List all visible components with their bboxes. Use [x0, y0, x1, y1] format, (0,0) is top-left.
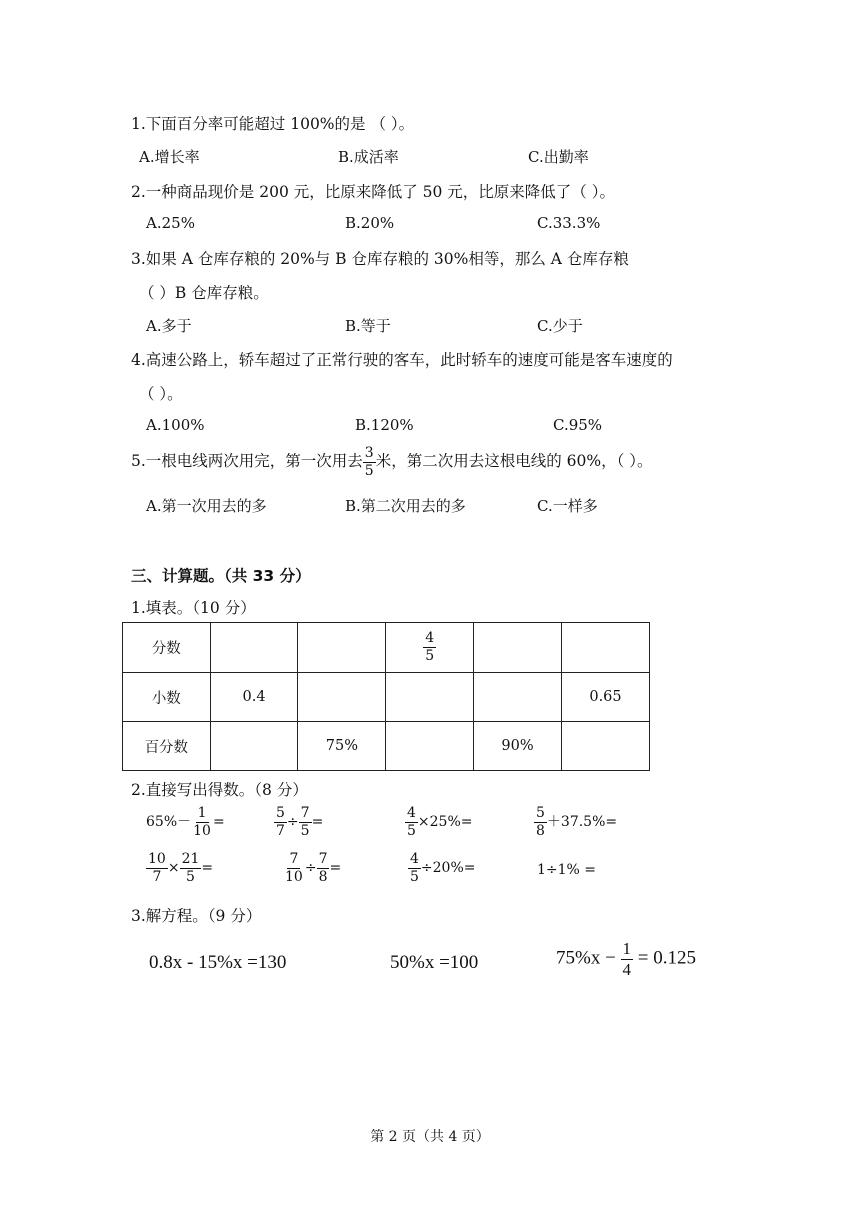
question-1-option-c: C.出勤率 — [528, 148, 589, 166]
calc-text: = — [311, 814, 324, 831]
table-cell — [298, 623, 386, 673]
question-4-option-a: A.100% — [146, 416, 205, 434]
table-row-percent — [123, 722, 650, 771]
question-5-stem-after: 米，第二次用去这根电线的 60%，（ ）。 — [375, 452, 653, 471]
question-2-option-b: B.20% — [345, 214, 395, 232]
question-3-option-a: A.多于 — [146, 317, 192, 335]
question-3-option-b: B.等于 — [345, 317, 391, 335]
fraction-numerator: 5 — [276, 805, 285, 821]
equation-1: 0.8x - 15%x =130 — [149, 952, 287, 973]
fraction-numerator: 10 — [148, 851, 166, 867]
table-cell — [298, 673, 386, 722]
calc-fraction — [317, 852, 330, 884]
fraction-numerator: 7 — [318, 851, 328, 867]
fraction-denominator: 5 — [410, 868, 419, 885]
calc-item-4 — [534, 806, 617, 838]
question-1-option-a: A.增长率 — [139, 148, 200, 166]
section-3-title: 三、计算题。（共 33 分） — [131, 567, 311, 585]
table-cell — [210, 623, 298, 673]
fraction-denominator: 5 — [364, 462, 374, 479]
calc-text: ÷20%= — [420, 860, 476, 877]
fraction-numerator: 5 — [536, 805, 545, 821]
fraction-denominator: 5 — [300, 822, 310, 839]
calc-fraction — [408, 852, 421, 884]
calc-operator: ÷ — [304, 860, 317, 877]
question-5-stem — [131, 446, 653, 478]
fraction-denominator: 5 — [186, 868, 195, 885]
calc-item-1 — [146, 806, 225, 838]
question-5-option-b: B.第二次用去的多 — [345, 497, 466, 515]
calc-item-7 — [408, 852, 476, 884]
fill-table-title: 1.填表。（10 分） — [131, 599, 256, 617]
question-4-option-c: C.95% — [553, 416, 603, 434]
table-row-decimal — [123, 673, 650, 722]
calc-text: = — [329, 860, 342, 877]
row-label-fraction: 分数 — [123, 623, 211, 673]
calc-fraction — [283, 852, 305, 884]
fraction-denominator: 8 — [318, 868, 328, 885]
table-cell-decimal: 0.4 — [210, 673, 298, 722]
equation-fraction — [621, 940, 634, 979]
calc-fraction — [405, 806, 418, 838]
question-2-stem: 2.一种商品现价是 200 元，比原来降低了 50 元，比原来降低了（ ）。 — [131, 183, 615, 201]
question-4-stem: 4.高速公路上，轿车超过了正常行驶的客车，此时轿车的速度可能是客车速度的 — [131, 351, 673, 369]
question-2-option-c: C.33.3% — [537, 214, 601, 232]
equation-text: = 0.125 — [637, 947, 697, 969]
question-3-option-c: C.少于 — [537, 317, 583, 335]
fraction-denominator: 5 — [425, 648, 435, 664]
calc-text: = — [201, 860, 214, 877]
fraction-numerator: 4 — [407, 805, 416, 821]
question-5-option-c: C.一样多 — [537, 497, 598, 515]
table-fraction — [423, 631, 436, 663]
calc-item-5 — [146, 852, 213, 884]
equation-3 — [556, 940, 696, 979]
calc-item-2 — [274, 806, 323, 838]
calc-text: = — [212, 814, 225, 831]
question-4-stem-line2: （ ）。 — [139, 385, 183, 403]
table-cell — [561, 722, 649, 771]
question-3-stem: 3.如果 A 仓库存粮的 20%与 B 仓库存粮的 30%相等，那么 A 仓库存粮 — [131, 250, 629, 268]
table-cell — [210, 722, 298, 771]
calc-title: 2.直接写出得数。（8 分） — [131, 781, 308, 799]
question-5-fraction — [363, 446, 376, 478]
calc-item-8: 1÷1% = — [537, 862, 597, 878]
question-4-option-b: B.120% — [355, 416, 414, 434]
calc-text: 65%－ — [146, 814, 192, 831]
fill-table — [122, 622, 650, 771]
calc-fraction — [299, 806, 312, 838]
question-5-stem-before: 5.一根电线两次用完，第一次用去 — [131, 452, 363, 471]
calc-operator: × — [167, 860, 180, 877]
page-footer: 第 2 页（共 4 页） — [370, 1129, 490, 1145]
calc-fraction — [191, 806, 213, 838]
fraction-numerator: 7 — [300, 805, 310, 821]
fraction-denominator: 10 — [285, 868, 303, 885]
calc-operator: ÷ — [286, 814, 299, 831]
table-cell — [474, 623, 562, 673]
table-cell — [474, 673, 562, 722]
fraction-denominator: 10 — [193, 822, 211, 839]
question-5-option-a: A.第一次用去的多 — [146, 497, 267, 515]
fraction-numerator: 1 — [622, 939, 632, 958]
fraction-numerator: 4 — [410, 851, 419, 867]
question-1-stem: 1.下面百分率可能超过 100%的是 （ ）。 — [131, 115, 415, 133]
equation-text: 75%x − — [556, 947, 616, 969]
table-cell-percent: 75% — [298, 722, 386, 771]
calc-item-3 — [405, 806, 473, 838]
table-cell — [386, 673, 474, 722]
fraction-denominator: 7 — [152, 868, 162, 885]
equation-title: 3.解方程。（9 分） — [131, 907, 262, 925]
table-cell-percent: 90% — [474, 722, 562, 771]
fraction-denominator: 8 — [536, 822, 545, 839]
question-1-option-b: B.成活率 — [338, 148, 399, 166]
row-label-percent: 百分数 — [123, 722, 211, 771]
calc-fraction — [146, 852, 168, 884]
question-2-option-a: A.25% — [146, 214, 195, 232]
table-cell-decimal: 0.65 — [561, 673, 649, 722]
calc-text: ×25%= — [417, 814, 473, 831]
equation-2: 50%x =100 — [390, 952, 479, 973]
fraction-numerator: 7 — [289, 851, 299, 867]
table-cell — [561, 623, 649, 673]
table-cell — [386, 722, 474, 771]
table-row-fraction — [123, 623, 650, 673]
calc-fraction — [180, 852, 202, 884]
fraction-numerator: 3 — [364, 445, 374, 461]
calc-fraction — [534, 806, 547, 838]
fraction-denominator: 5 — [407, 822, 416, 839]
fraction-numerator: 4 — [425, 630, 435, 647]
question-3-stem-line2: （ ）B 仓库存粮。 — [139, 284, 269, 302]
table-cell-fraction — [386, 623, 474, 673]
fraction-denominator: 4 — [622, 959, 632, 979]
row-label-decimal: 小数 — [123, 673, 211, 722]
fraction-denominator: 7 — [276, 822, 285, 839]
fraction-numerator: 1 — [197, 805, 207, 821]
fraction-numerator: 21 — [181, 851, 200, 867]
calc-text: ＋37.5%= — [546, 814, 618, 831]
calc-fraction — [274, 806, 287, 838]
calc-item-6 — [283, 852, 341, 884]
